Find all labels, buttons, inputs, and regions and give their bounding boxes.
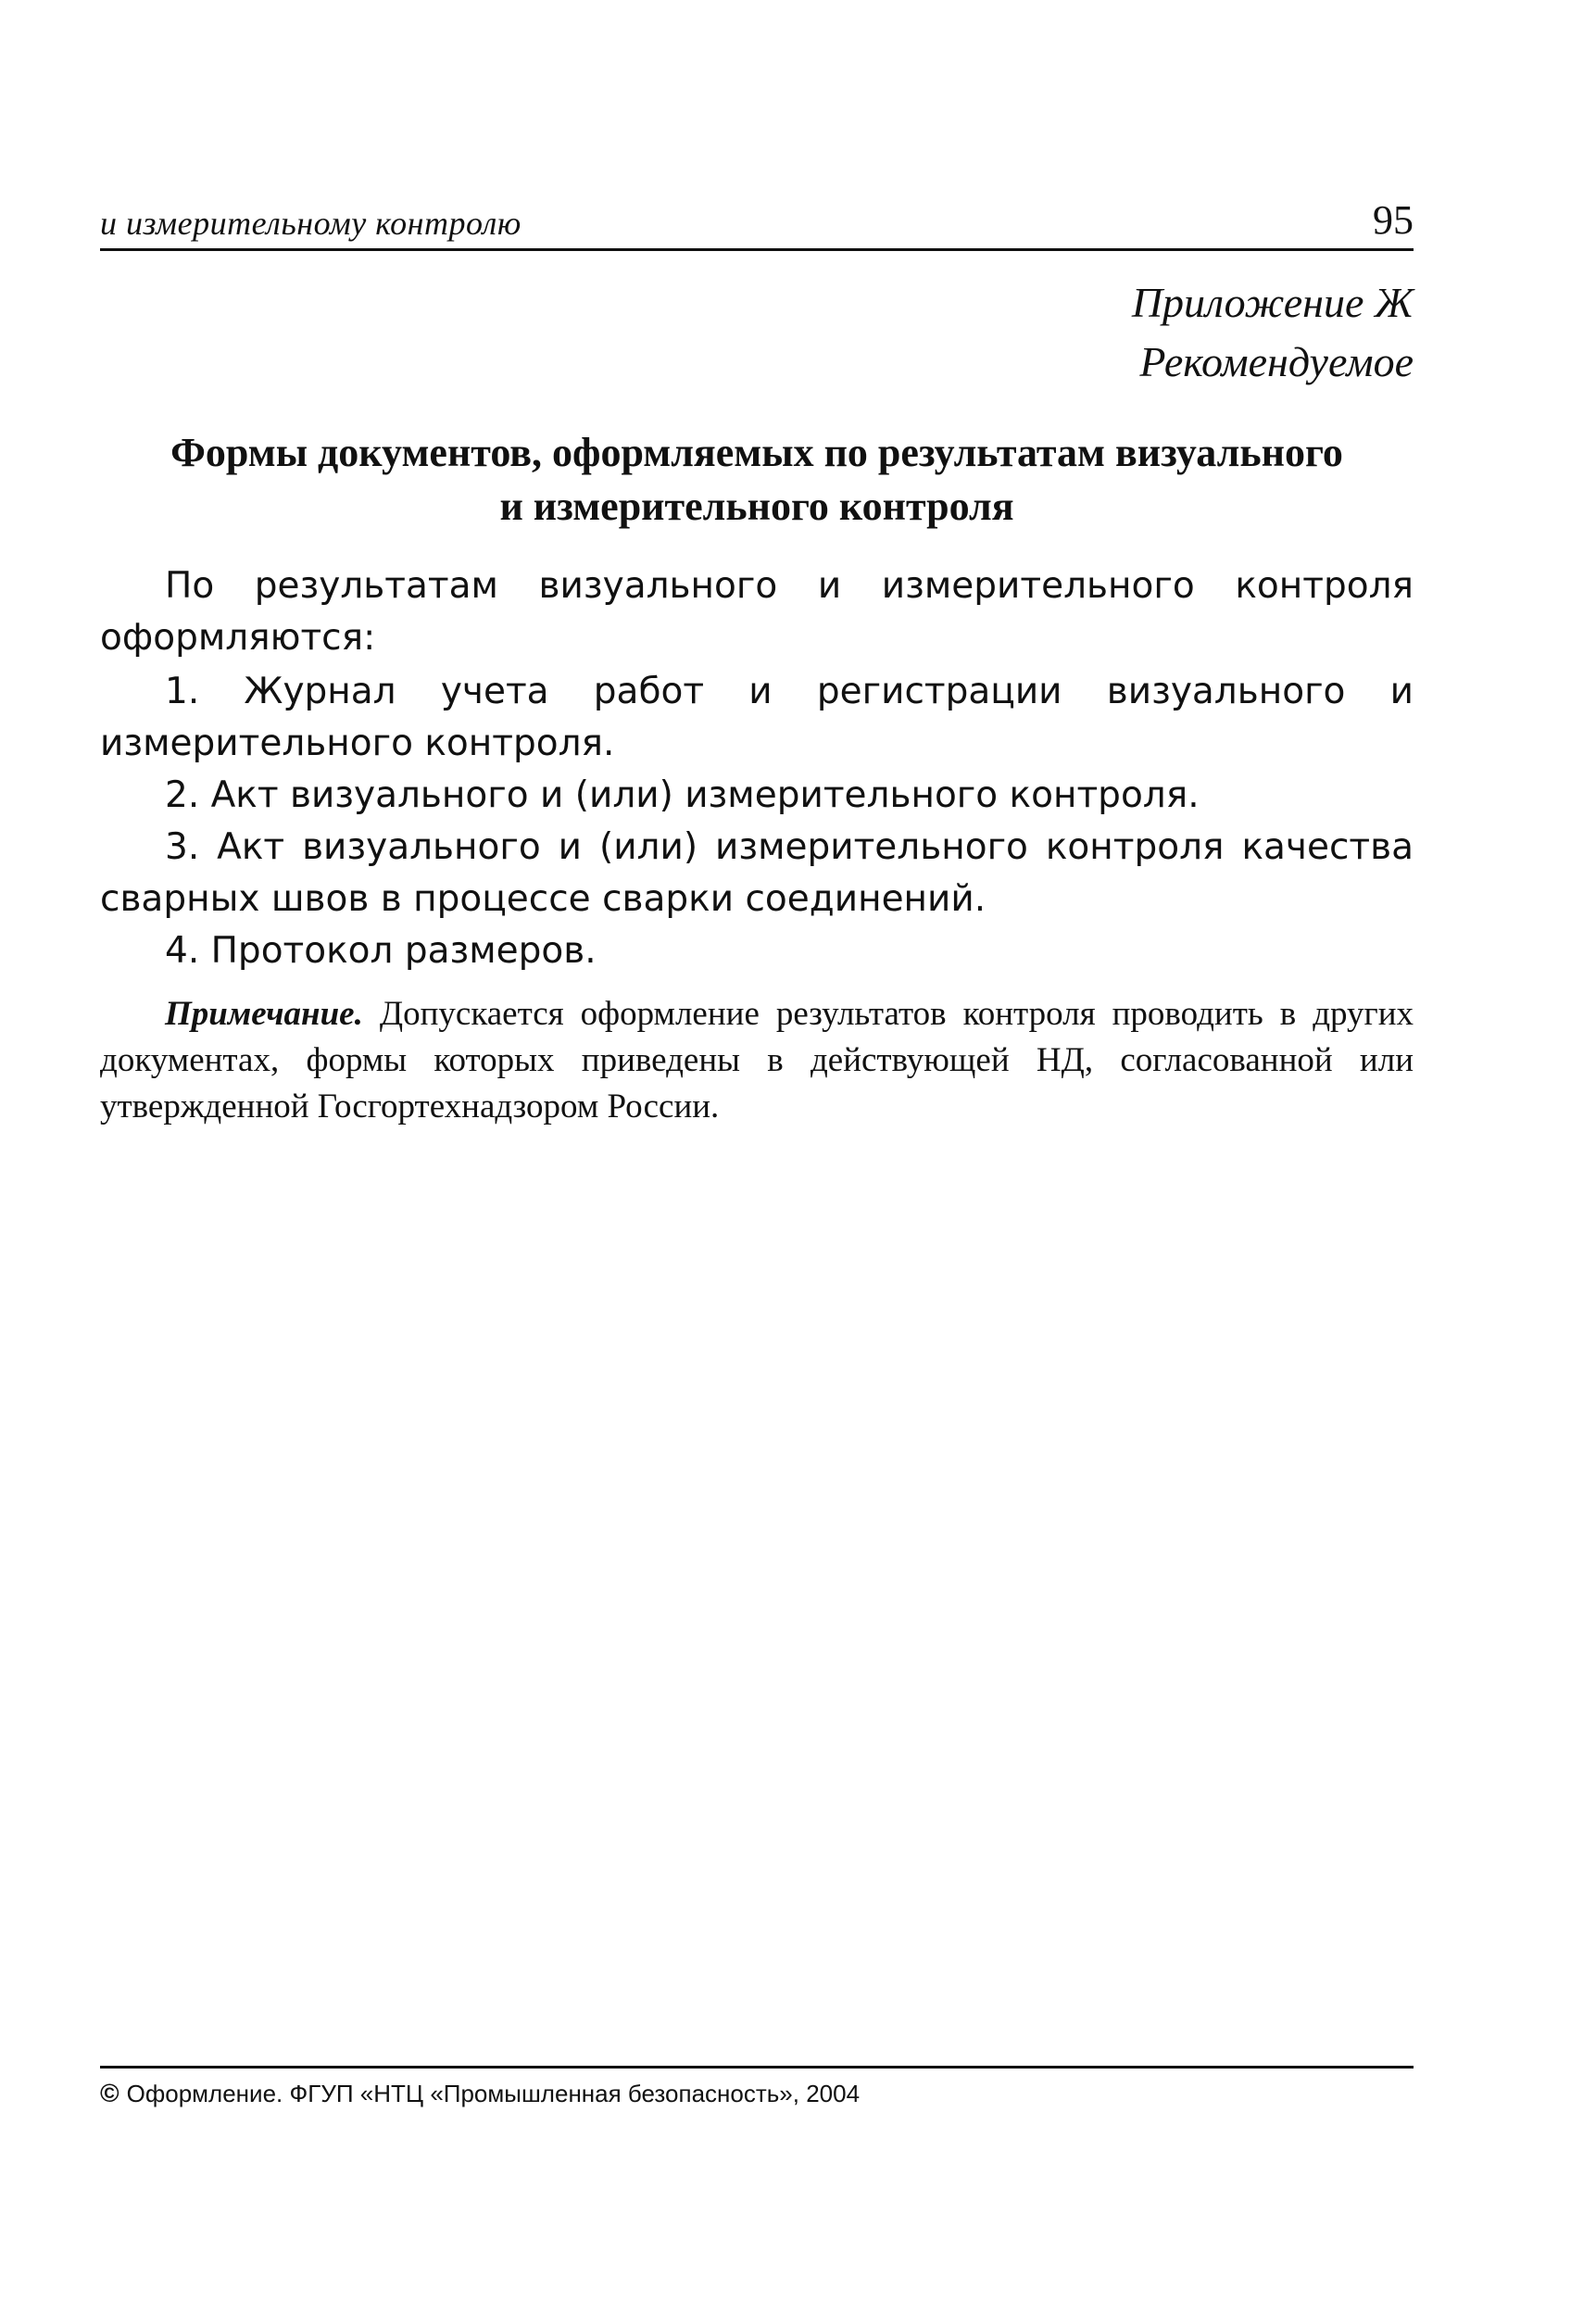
section-title xyxy=(100,426,1414,534)
footer-text: Оформление. ФГУП «НТЦ «Промышленная безопасность», 2004 xyxy=(126,2080,861,2107)
note-paragraph xyxy=(100,991,1414,1130)
list-item: 2. Акт визуального и (или) измерительного контроля. xyxy=(165,774,1200,816)
body-text xyxy=(100,560,1414,977)
running-header xyxy=(100,196,1414,252)
appendix-label-block xyxy=(1132,273,1414,392)
list-item: 4. Протокол размеров. xyxy=(165,930,597,972)
header-rule xyxy=(100,248,1414,251)
section-title-line-2: и измерительного контроля xyxy=(499,484,1014,529)
appendix-status: Рекомендуемое xyxy=(1139,338,1414,385)
note-text: Допускается оформление результатов контроля проводить в других документах, формы которых приведены в действующей НД, согласованной или утвержденной Госгортехнадзором России. xyxy=(100,995,1414,1126)
appendix-label: Приложение Ж xyxy=(1131,279,1414,326)
page-number: 95 xyxy=(1373,197,1414,243)
running-title: и измерительному контролю xyxy=(100,205,522,242)
copyright-icon: © xyxy=(100,2079,119,2107)
note-label: Примечание. xyxy=(165,995,363,1033)
footer xyxy=(100,2077,1414,2110)
list-item: 3. Акт визуального и (или) измерительного контроля качества сварных швов в процессе сварки соединений. xyxy=(100,826,1414,920)
footer-rule xyxy=(100,2066,1414,2069)
intro-paragraph: По результатам визуального и измерительного контроля оформляются: xyxy=(100,565,1414,659)
list-item: 1. Журнал учета работ и регистрации визуального и измерительного контроля. xyxy=(100,671,1414,764)
section-title-line-1: Формы документов, оформляемых по результатам визуального xyxy=(170,430,1343,475)
